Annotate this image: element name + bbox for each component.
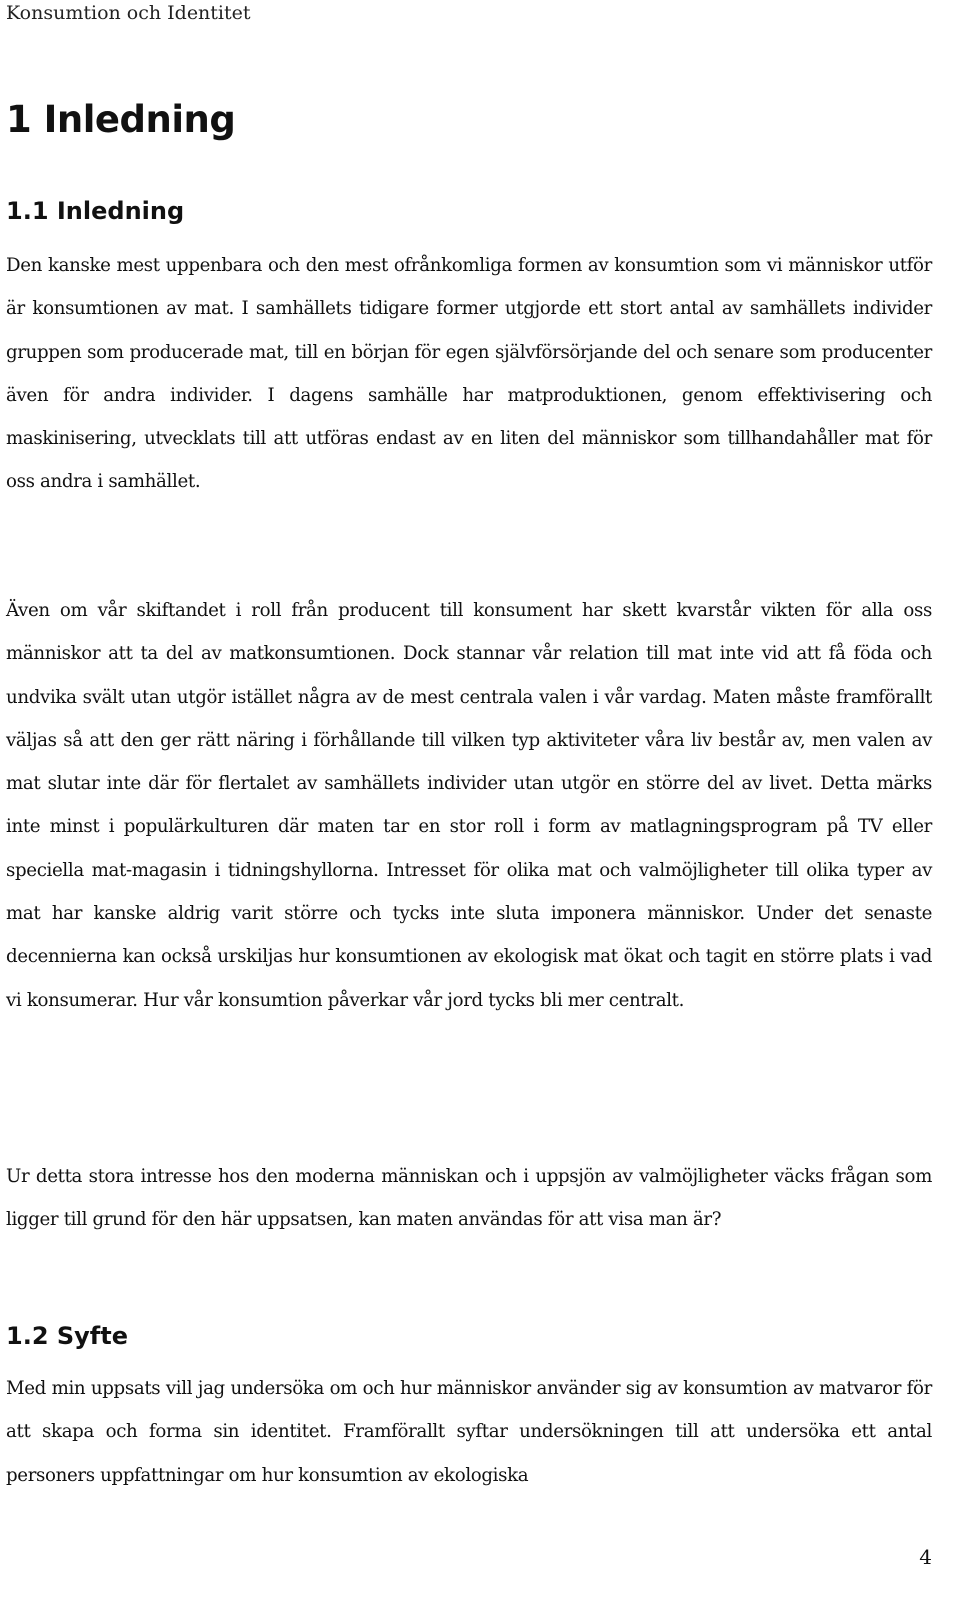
running-header: Konsumtion och Identitet [6, 2, 251, 24]
section-heading-syfte: 1.2 Syfte [6, 1322, 128, 1350]
section-heading-inledning: 1.1 Inledning [6, 197, 185, 225]
page-number: 4 [919, 1545, 932, 1569]
chapter-title: 1 Inledning [6, 98, 236, 141]
paragraph-3: Ur detta stora intresse hos den moderna människan och i uppsjön av valmöjligheter väcks frågan som ligger till grund för den här uppsatsen, kan maten användas för att visa man är? [6, 1166, 932, 1231]
paragraph-syfte: Med min uppsats vill jag undersöka om och hur människor använder sig av konsumtion av matvaror för att skapa och forma sin identitet. Framförallt syftar undersökningen till att undersöka ett antal personers uppfattningar om hur konsumtion av ekologiska [6, 1378, 932, 1486]
paragraph-2: Även om vår skiftandet i roll från producent till konsument har skett kvarstår vikten för alla oss människor att ta del av matkonsumtionen. Dock stannar vår relation till mat inte vid att få föda och undvika svält utan utgör istället några av de mest centrala valen i vår vardag. Maten måste framförallt väljas så att den ger rätt näring i förhållande till vilken typ aktiviteter våra liv består av, men valen av mat slutar inte där för flertalet av samhällets individer utan utgör en större del av livet. Detta märks inte minst i populärkulturen där maten tar en stor roll i form av matlagningsprogram på TV eller speciella mat-magasin i tidningshyllorna. Intresset för olika mat och valmöjligheter till olika typer av mat har kanske aldrig varit större och tycks inte sluta imponera människor. Under det senaste decennierna kan också urskiljas hur konsumtionen av ekologisk mat ökat och tagit en större plats i vad vi konsumerar. Hur vår konsumtion påverkar vår jord tycks bli mer centralt. [6, 600, 932, 1011]
paragraph-1: Den kanske mest uppenbara och den mest ofrånkomliga formen av konsumtion som vi människor utför är konsumtionen av mat. I samhällets tidigare former utgjorde ett stort antal av samhällets individer gruppen som producerade mat, till en början för egen självförsörjande del och senare som producenter även för andra individer. I dagens samhälle har matproduktionen, genom effektivisering och maskinisering, utvecklats till att utföras endast av en liten del människor som tillhandahåller mat för oss andra i samhället. [6, 255, 932, 493]
